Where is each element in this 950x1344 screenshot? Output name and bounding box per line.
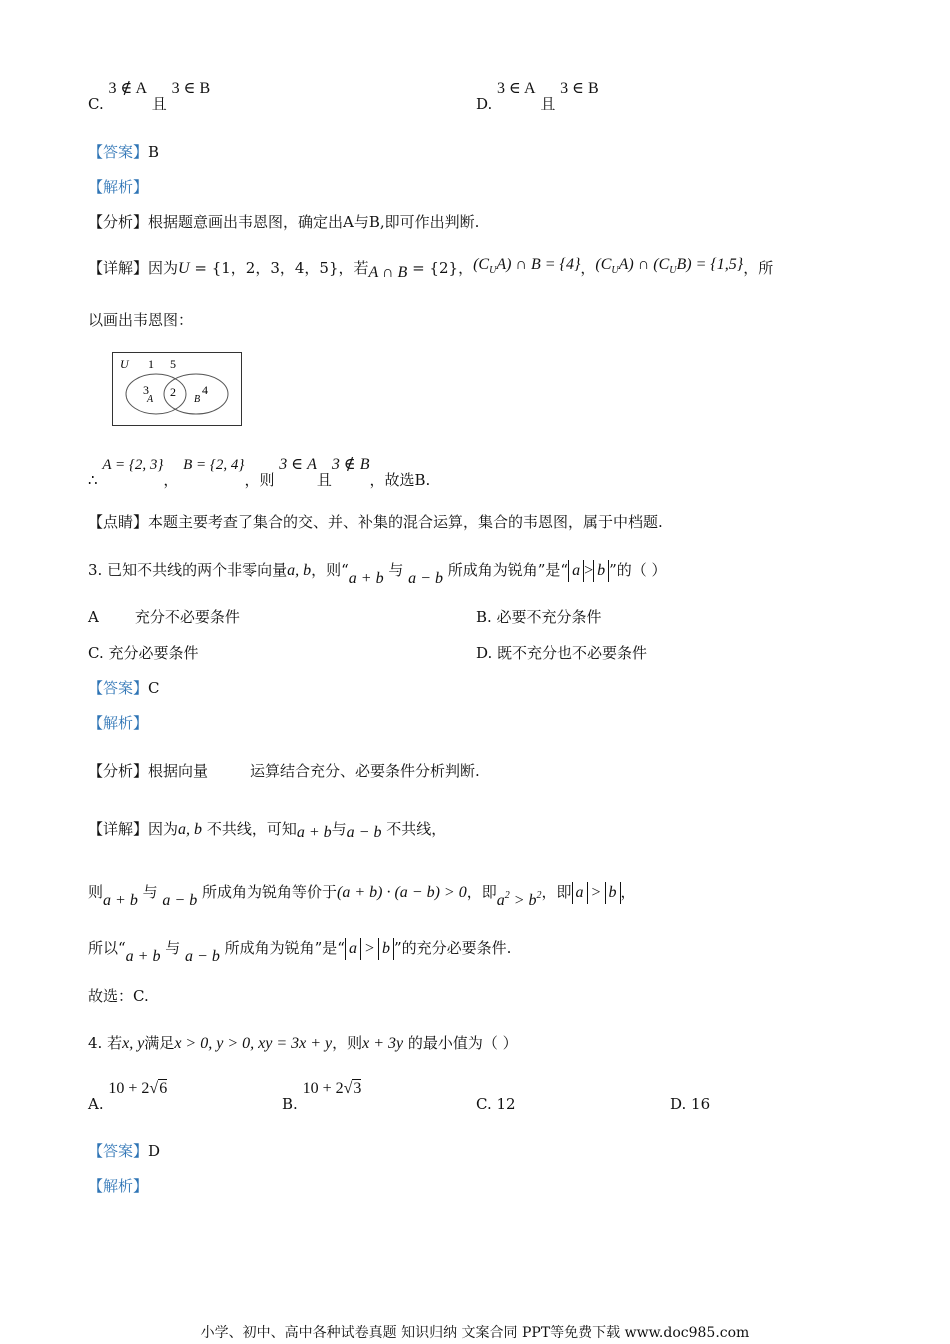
separator: ， — [580, 259, 596, 277]
q3-stem — [88, 560, 667, 587]
abs-b: b — [593, 560, 609, 582]
math-part: (C — [473, 256, 490, 273]
stem-text: 3. 已知不共线的两个非零向量 — [88, 561, 288, 579]
option-letter: A. — [88, 1095, 104, 1113]
detail-text: 则 — [88, 883, 104, 901]
venn-element-2: 2 — [170, 385, 176, 399]
q4-option-c: C. 12 — [476, 1095, 516, 1113]
venn-diagram — [112, 352, 242, 426]
complement-expr-1 — [473, 256, 581, 276]
answer-tag: 【答案】 — [88, 1142, 149, 1160]
q3-option-d: D. 既不充分也不必要条件 — [476, 644, 648, 662]
stem-text: 满足 — [144, 1034, 175, 1052]
venn-element-1: 1 — [148, 357, 154, 371]
q3-option-a — [88, 607, 240, 627]
fenxi-text: 根据题意画出韦恩图，确定出A与B,即可作出判断. — [148, 213, 480, 231]
q4-option-a — [88, 1080, 168, 1113]
math-sub: U — [611, 265, 619, 276]
venn-element-4: 4 — [202, 383, 208, 397]
detail-text: ， — [620, 883, 636, 901]
detail-text: 不共线，可知 — [206, 820, 297, 838]
math-part: (C — [595, 256, 612, 273]
q4-option-d: D. 16 — [670, 1095, 711, 1113]
math-expression: 3 ∉ A — [108, 80, 148, 97]
math-expression: a + b — [103, 892, 138, 909]
answer-value: B — [148, 143, 160, 161]
q2-analysis-tag: 【解析】 — [88, 178, 149, 196]
detail-text: 与 — [165, 939, 181, 957]
math-expression: a − b — [346, 824, 382, 841]
separator: ， — [163, 471, 179, 489]
math-part: B) = {1,5} — [676, 256, 744, 273]
answer-tag: 【答案】 — [88, 679, 149, 697]
math-expression: x + 3y — [362, 1035, 404, 1052]
q4-stem — [88, 1033, 518, 1054]
math-expression: a − b — [185, 948, 220, 965]
detail-text: 所成角为锐角”是“ — [224, 939, 345, 957]
detail-text: 所成角为锐角等价于 — [201, 883, 337, 901]
math-var: b — [528, 892, 537, 909]
q2-detail — [88, 258, 773, 285]
detail-text: = {1，2，3，4，5}，若 — [189, 259, 369, 277]
conjunction: 且 — [316, 471, 332, 489]
math-expression: (a + b) · (a − b) > 0 — [336, 884, 467, 901]
stem-text: 的最小值为（ ） — [407, 1034, 518, 1052]
set-a-ellipse — [126, 374, 186, 414]
set-b-value: B = {2, 4} — [183, 457, 245, 473]
complement-expr-2 — [595, 256, 744, 276]
detail-text: = {2}， — [407, 259, 474, 277]
detail-text: ”的充分必要条件. — [394, 939, 512, 957]
q3-option-b: B. 必要不充分条件 — [476, 608, 602, 626]
q4-option-b — [282, 1080, 362, 1113]
math-sub: U — [489, 265, 497, 276]
abs-a: a — [568, 560, 584, 582]
set-a-value: A = {2, 3} — [102, 457, 164, 473]
option-text: 充分不必要条件 — [134, 608, 240, 626]
math-sub: U — [669, 265, 677, 276]
math-expression: 3 ∈ B — [171, 80, 211, 97]
stem-text: ，则 — [332, 1034, 363, 1052]
universal-set-box — [113, 353, 242, 426]
q3-detail-line3: 所以“a + b 与 a − b 所成角为锐角”是“ a > b ”的充分必要条件. — [88, 939, 512, 965]
math-radicand: 3 — [353, 1080, 362, 1097]
abs-a: a — [345, 938, 361, 960]
venn-element-3: 3 — [143, 383, 149, 397]
math-expression: a + b — [125, 948, 161, 965]
stem-text: 4. 若 — [88, 1034, 123, 1052]
math-expression: 10 + 2√6 — [108, 1080, 168, 1097]
stem-text: 与 — [388, 561, 404, 579]
answer-value: D — [148, 1142, 161, 1160]
abs-b: b — [605, 882, 621, 904]
option-letter: A — [88, 608, 99, 626]
math-var: a — [496, 892, 505, 909]
conjunction: 且 — [151, 95, 167, 113]
venn-element-5: 5 — [170, 357, 176, 371]
math-expression: a − b — [408, 570, 443, 587]
q3-option-c: C. 充分必要条件 — [88, 644, 199, 662]
option-d-prev — [476, 80, 599, 113]
detail-tag: 【详解】 — [88, 259, 149, 277]
abs-a: a — [572, 882, 588, 904]
q2-fenxi — [88, 212, 479, 232]
conjunction: 且 — [540, 95, 556, 113]
q2-detail-line2: 以画出韦恩图： — [88, 311, 194, 329]
venn-label-u: U — [120, 357, 129, 371]
venn-label-a: A — [147, 394, 154, 405]
math-part: A) ∩ (C — [618, 256, 670, 273]
math-expression: x > 0, y > 0, xy = 3x + y — [174, 1035, 333, 1052]
venn-label-b: B — [194, 394, 201, 405]
detail-text: 与 — [142, 883, 158, 901]
detail-text: ，即 — [541, 883, 572, 901]
math-radicand: 6 — [159, 1080, 168, 1097]
detail-text: 与 — [331, 820, 347, 838]
page-footer: 小学、初中、高中各种试卷真题 知识归纳 文案合同 PPT等免费下载 www.doc985.com — [200, 1325, 750, 1341]
math-expression: 10 + 2√3 — [302, 1080, 362, 1097]
math-part: 10 + 2 — [108, 1080, 150, 1097]
q2-conclusion — [88, 456, 431, 489]
answer-value: C — [148, 679, 160, 697]
math-sup: 2 — [504, 890, 510, 901]
math-var: x, y — [122, 1035, 145, 1052]
therefore-symbol: ∴ — [88, 471, 98, 489]
math-var: a, b — [178, 821, 203, 838]
detail-text: 因为 — [148, 259, 179, 277]
q3-fenxi — [88, 761, 480, 781]
fenxi-tag: 【分析】 — [88, 762, 149, 780]
q3-analysis-tag: 【解析】 — [88, 714, 149, 732]
q4-answer — [88, 1141, 160, 1161]
math-expression: 3 ∈ A — [279, 456, 317, 473]
option-letter: C. — [88, 95, 104, 113]
math-expression: a + b — [348, 570, 384, 587]
q3-answer — [88, 678, 160, 698]
option-letter: B. — [282, 1095, 298, 1113]
math-var: U — [178, 260, 190, 277]
q3-detail-line2: 则a + b 与 a − b 所成角为锐角等价于(a + b) · (a − b) > 0，即$a^2 > b^2$，即 a > b ， — [88, 883, 636, 909]
fenxi-text: 根据向量 — [148, 762, 209, 780]
option-c-prev — [88, 80, 211, 113]
stem-text: 所成角为锐角”是“ — [447, 561, 569, 579]
math-expression: $a^2 > b^2$ — [496, 890, 542, 909]
fenxi-text: 运算结合充分、必要条件分析判断. — [250, 762, 480, 780]
detail-tag: 【详解】 — [88, 820, 149, 838]
comment-text: 本题主要考查了集合的交、并、补集的混合运算，集合的韦恩图，属于中档题. — [148, 513, 663, 531]
q2-answer — [88, 142, 159, 162]
math-var: a, b — [287, 562, 312, 579]
math-op: > — [584, 562, 594, 579]
q2-comment — [88, 512, 663, 532]
detail-text: ，故选B. — [369, 471, 431, 489]
q3-detail — [88, 819, 446, 840]
q3-choose: 故选：C. — [88, 987, 149, 1005]
math-expression: 3 ∉ B — [331, 456, 370, 473]
math-expression: A ∩ B — [368, 264, 408, 281]
stem-text: ，则“ — [311, 561, 349, 579]
math-expression: a + b — [296, 824, 332, 841]
detail-text: 因为 — [148, 820, 179, 838]
math-expression: 3 ∈ B — [560, 80, 599, 97]
q4-analysis-tag: 【解析】 — [88, 1177, 149, 1195]
stem-text: ”的（ ） — [609, 561, 667, 579]
math-part: 10 + 2 — [302, 1080, 344, 1097]
detail-text: ，则 — [244, 471, 275, 489]
math-expression: 3 ∈ A — [497, 80, 536, 97]
abs-b: b — [378, 938, 394, 960]
math-sup: 2 — [536, 890, 542, 901]
math-part: A) ∩ B = {4} — [496, 256, 581, 273]
fenxi-tag: 【分析】 — [88, 213, 149, 231]
detail-text: ，所 — [743, 259, 774, 277]
answer-tag: 【答案】 — [88, 143, 149, 161]
detail-text: ，即 — [466, 883, 497, 901]
math-expression: a − b — [162, 892, 198, 909]
detail-text: 所以“ — [88, 939, 126, 957]
option-letter: D. — [476, 95, 493, 113]
detail-text: 不共线， — [386, 820, 447, 838]
comment-tag: 【点睛】 — [88, 513, 149, 531]
